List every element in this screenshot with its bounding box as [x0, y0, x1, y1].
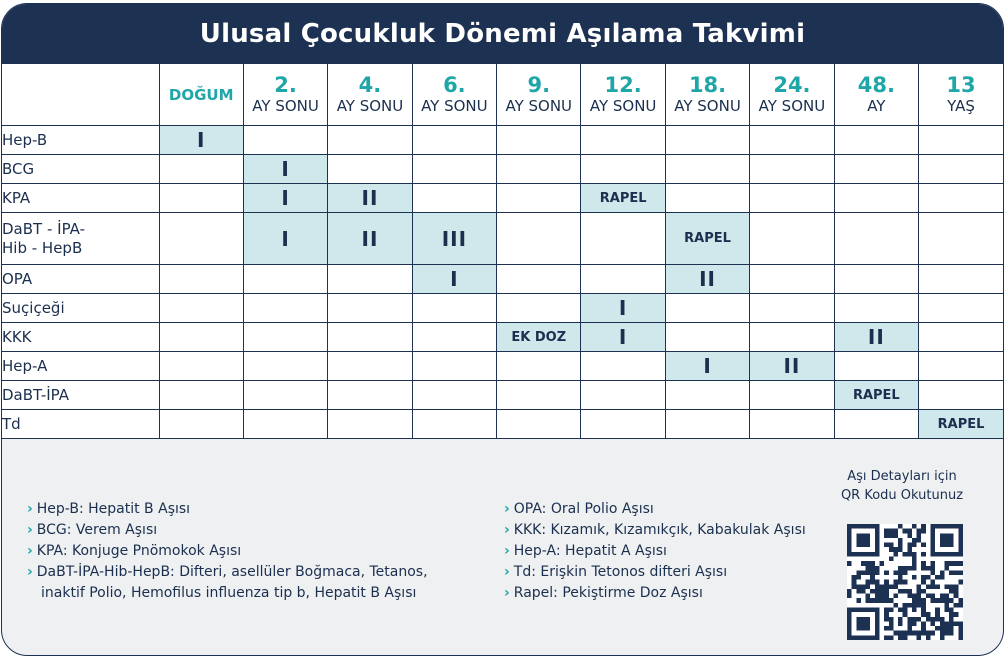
legend-item: [504, 562, 806, 583]
empty-cell: [159, 352, 243, 381]
schedule-header-row: [2, 64, 1003, 126]
legend-item-text: [504, 520, 806, 541]
table-row: [2, 323, 1003, 352]
empty-cell: [750, 410, 834, 439]
column-header-unit: AY SONU: [674, 96, 741, 115]
legend-text: Td: Erişkin Tetonos difteri Aşısı: [513, 564, 728, 580]
empty-cell: [750, 213, 834, 265]
column-header-unit: AY SONU: [252, 96, 319, 115]
column-header-number: 18.: [688, 73, 727, 98]
qr-caption-line-2: QR Kodu Okutunuz: [840, 488, 964, 503]
vaccine-name: [2, 126, 159, 155]
empty-cell: [581, 155, 665, 184]
vaccine-name-line: Hep-A: [2, 356, 48, 375]
empty-cell: [159, 213, 243, 265]
column-header: [919, 64, 1003, 126]
legend-text: KPA: Konjuge Pnömokok Aşısı: [36, 543, 242, 559]
chevron-right-icon: ›: [504, 543, 510, 559]
table-row: [2, 294, 1003, 323]
legend-right: [504, 499, 806, 604]
empty-cell: [834, 265, 918, 294]
empty-cell: [750, 381, 834, 410]
dose-cell: II: [750, 352, 834, 381]
column-header-unit: AY SONU: [589, 96, 657, 115]
chevron-right-icon: ›: [27, 564, 33, 580]
dose-cell: RAPEL: [919, 410, 1003, 439]
empty-cell: [919, 155, 1003, 184]
empty-cell: [412, 352, 496, 381]
empty-cell: [497, 352, 581, 381]
column-header-number: 12.: [604, 73, 642, 98]
dose-cell: II: [328, 184, 412, 213]
legend-item: [504, 499, 806, 520]
empty-cell: [919, 184, 1003, 213]
vaccine-name: [2, 323, 159, 352]
empty-cell: [412, 126, 496, 155]
empty-cell: [919, 381, 1003, 410]
empty-cell: [412, 155, 496, 184]
legend-text: OPA: Oral Polio Aşısı: [513, 501, 654, 517]
empty-cell: [750, 323, 834, 352]
column-header-number: 13: [946, 73, 976, 98]
empty-cell: [750, 155, 834, 184]
empty-cell: [243, 352, 327, 381]
empty-cell: [159, 323, 243, 352]
column-header-number: 6.: [443, 73, 466, 98]
empty-cell: [497, 294, 581, 323]
empty-cell: [159, 155, 243, 184]
chevron-right-icon: ›: [27, 522, 33, 538]
empty-cell: [834, 126, 918, 155]
empty-cell: [328, 294, 412, 323]
legend-item-text: [27, 541, 428, 562]
empty-cell: [834, 184, 918, 213]
empty-cell: [497, 381, 581, 410]
table-row: [2, 410, 1003, 439]
column-header-unit: AY SONU: [421, 96, 488, 115]
dose-cell: I: [243, 155, 327, 184]
dose-cell: I: [665, 352, 749, 381]
column-header: [159, 64, 243, 126]
empty-cell: [243, 410, 327, 439]
chevron-right-icon: ›: [504, 564, 510, 580]
empty-cell: [497, 184, 581, 213]
column-header: [243, 64, 327, 126]
empty-cell: [834, 410, 918, 439]
dose-cell: I: [159, 126, 243, 155]
legend-text: Hep-A: Hepatit A Aşısı: [513, 543, 667, 559]
empty-cell: [665, 323, 749, 352]
empty-cell: [328, 155, 412, 184]
vaccine-name-line: OPA: [2, 269, 33, 288]
chevron-right-icon: ›: [504, 501, 510, 517]
dose-cell: EK DOZ: [497, 323, 581, 352]
dose-cell: II: [834, 323, 918, 352]
empty-cell: [581, 381, 665, 410]
empty-cell: [497, 265, 581, 294]
empty-cell: [243, 323, 327, 352]
column-header: [328, 64, 412, 126]
qr-caption: [832, 467, 972, 505]
column-header: [497, 64, 581, 126]
empty-cell: [159, 294, 243, 323]
vaccine-name-line: Td: [2, 414, 21, 433]
empty-cell: [919, 323, 1003, 352]
empty-cell: [665, 126, 749, 155]
dose-cell: RAPEL: [581, 184, 665, 213]
table-row: [2, 381, 1003, 410]
table-row: [2, 184, 1003, 213]
legend-text: BCG: Verem Aşısı: [36, 522, 158, 538]
legend-item-text: [27, 520, 428, 541]
dose-cell: I: [243, 213, 327, 265]
dose-cell: II: [328, 213, 412, 265]
vaccine-name: [2, 155, 159, 184]
empty-cell: [581, 410, 665, 439]
legend-left: [27, 499, 428, 604]
empty-cell: [919, 352, 1003, 381]
legend-text: KKK: Kızamık, Kızamıkçık, Kabakulak Aşısı: [513, 522, 806, 538]
vaccine-name: [2, 352, 159, 381]
empty-cell: [581, 265, 665, 294]
dose-cell: RAPEL: [665, 213, 749, 265]
vaccination-schedule-card: [1, 3, 1004, 656]
legend-item-text: [27, 562, 428, 583]
empty-cell: [497, 410, 581, 439]
empty-cell: [750, 294, 834, 323]
empty-cell: [665, 184, 749, 213]
qr-caption-line-1: Aşı Detayları için: [847, 469, 957, 484]
empty-cell: [497, 155, 581, 184]
vaccine-name: [2, 410, 159, 439]
legend-item-continuation: [27, 583, 428, 604]
vaccine-name: [2, 265, 159, 294]
legend-item: [27, 499, 428, 520]
column-header-unit: AY SONU: [505, 96, 573, 115]
empty-cell: [581, 126, 665, 155]
vaccine-name-line: KKK: [2, 327, 32, 346]
legend-item: [27, 562, 428, 604]
dose-cell: III: [412, 213, 496, 265]
empty-cell: [497, 213, 581, 265]
vaccine-name: [2, 294, 159, 323]
dose-cell: I: [243, 184, 327, 213]
page-title: Ulusal Çocukluk Dönemi Aşılama Takvimi: [2, 4, 1003, 64]
empty-cell: [919, 213, 1003, 265]
chevron-right-icon: ›: [27, 543, 33, 559]
legend-item-text: [504, 541, 806, 562]
empty-cell: [159, 381, 243, 410]
empty-cell: [412, 381, 496, 410]
empty-cell: [412, 294, 496, 323]
column-header-unit: AY SONU: [336, 96, 404, 115]
legend-item: [504, 541, 806, 562]
empty-cell: [243, 126, 327, 155]
dose-cell: RAPEL: [834, 381, 918, 410]
legend-item-text: [504, 583, 806, 604]
column-header: [581, 64, 665, 126]
vaccine-name: [2, 213, 159, 265]
empty-cell: [412, 184, 496, 213]
empty-cell: [412, 323, 496, 352]
dose-cell: I: [581, 323, 665, 352]
qr-code-icon[interactable]: [847, 524, 963, 640]
legend-item: [27, 520, 428, 541]
empty-cell: [159, 265, 243, 294]
table-row: [2, 213, 1003, 265]
legend-text: Rapel: Pekiştirme Doz Aşısı: [513, 585, 703, 601]
vaccine-name-line: KPA: [2, 188, 31, 207]
empty-cell: [665, 294, 749, 323]
column-header-number: 4.: [358, 73, 382, 98]
dose-cell: II: [665, 265, 749, 294]
chevron-right-icon: ›: [504, 522, 510, 538]
empty-cell: [328, 381, 412, 410]
vaccine-name: [2, 381, 159, 410]
empty-cell: [243, 265, 327, 294]
empty-cell: [919, 294, 1003, 323]
empty-cell: [834, 213, 918, 265]
legend-text: DaBT-İPA-Hib-HepB: Difteri, asellüler Boğmaca, Tetanos,: [36, 564, 428, 580]
empty-cell: [581, 352, 665, 381]
column-header-unit: AY: [867, 96, 886, 115]
empty-cell: [665, 155, 749, 184]
empty-cell: [328, 323, 412, 352]
legend-item: [504, 520, 806, 541]
empty-cell: [243, 381, 327, 410]
column-header-unit: AY SONU: [758, 96, 826, 115]
empty-cell: [412, 410, 496, 439]
empty-cell: [328, 352, 412, 381]
vaccine-name-line: Hep-B: [2, 130, 48, 149]
empty-cell: [243, 294, 327, 323]
vaccine-name-line: BCG: [2, 159, 35, 178]
column-header: [412, 64, 496, 126]
legend-item-text: [27, 499, 428, 520]
table-row: [2, 155, 1003, 184]
vaccine-name-line: DaBT - İPA-: [2, 219, 85, 238]
column-header-number: 48.: [857, 73, 895, 98]
empty-cell: [919, 265, 1003, 294]
vaccine-name-line: DaBT-İPA: [2, 385, 70, 404]
column-header-number: 24.: [773, 73, 811, 98]
legend-text: inaktif Polio, Hemofilus influenza tip b, Hepatit B Aşısı: [41, 585, 417, 601]
empty-cell: [750, 265, 834, 294]
chevron-right-icon: ›: [504, 585, 510, 601]
empty-cell: [328, 410, 412, 439]
column-header: [665, 64, 749, 126]
legend-item-text: [504, 562, 806, 583]
empty-cell: [834, 352, 918, 381]
empty-cell: [159, 184, 243, 213]
empty-cell: [834, 294, 918, 323]
empty-cell: [919, 126, 1003, 155]
header-corner: [2, 64, 159, 126]
legend-item-text: [504, 499, 806, 520]
empty-cell: [328, 265, 412, 294]
empty-cell: [328, 126, 412, 155]
table-row: [2, 352, 1003, 381]
table-row: [2, 126, 1003, 155]
column-header-unit: YAŞ: [947, 96, 975, 115]
empty-cell: [750, 184, 834, 213]
dose-cell: I: [581, 294, 665, 323]
empty-cell: [750, 126, 834, 155]
empty-cell: [665, 410, 749, 439]
schedule-table: [2, 64, 1003, 439]
column-header-number: 9.: [527, 73, 551, 98]
empty-cell: [497, 126, 581, 155]
empty-cell: [159, 410, 243, 439]
column-header-number: 2.: [274, 73, 297, 98]
vaccine-name: [2, 184, 159, 213]
dose-cell: I: [412, 265, 496, 294]
legend-item: [27, 541, 428, 562]
chevron-right-icon: ›: [27, 501, 33, 517]
empty-cell: [834, 155, 918, 184]
empty-cell: [665, 381, 749, 410]
column-header: [750, 64, 834, 126]
vaccine-name-line: Suçiçeği: [2, 298, 65, 317]
vaccine-name-line: Hib - HepB: [2, 238, 83, 257]
column-header-label: DOĞUM: [168, 85, 234, 104]
table-row: [2, 265, 1003, 294]
column-header: [834, 64, 918, 126]
legend-item: [504, 583, 806, 604]
empty-cell: [581, 213, 665, 265]
legend-text: Hep-B: Hepatit B Aşısı: [36, 501, 191, 517]
